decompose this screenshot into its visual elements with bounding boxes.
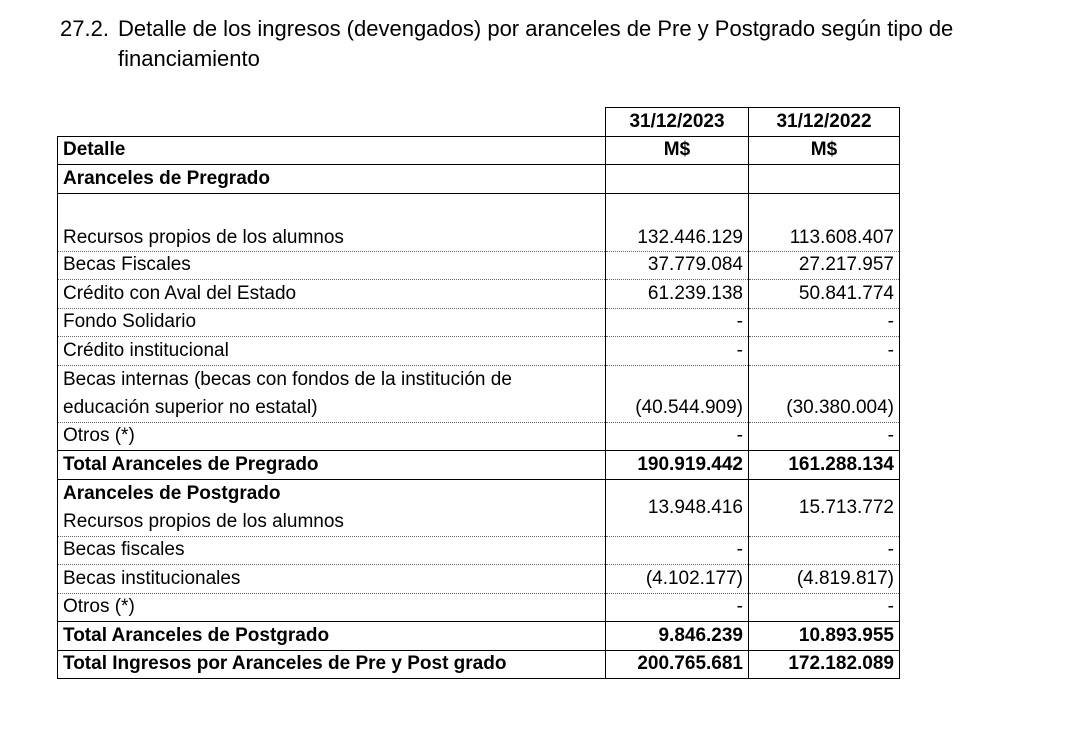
pregrado-section-row xyxy=(58,165,900,194)
pregrado-total-row xyxy=(58,451,900,480)
row-value-2023: - xyxy=(606,308,749,337)
row-label: Crédito institucional xyxy=(58,337,606,366)
unit-header-2023: M$ xyxy=(606,136,749,165)
date-header-2023: 31/12/2023 xyxy=(606,108,749,137)
grand-total-row xyxy=(58,650,900,679)
total-value-2022: 161.288.134 xyxy=(749,451,900,480)
pregrado-section-title: Aranceles de Pregrado xyxy=(58,165,606,194)
table-row xyxy=(58,593,900,622)
postgrado-total-row xyxy=(58,622,900,651)
row-value-2023: - xyxy=(606,422,749,451)
grand-total-value-2022: 172.182.089 xyxy=(749,650,900,679)
total-label: Total Aranceles de Postgrado xyxy=(58,622,606,651)
row-label: Crédito con Aval del Estado xyxy=(58,280,606,309)
total-label: Total Aranceles de Pregrado xyxy=(58,451,606,480)
date-header-2022: 31/12/2022 xyxy=(749,108,900,137)
total-value-2023: 190.919.442 xyxy=(606,451,749,480)
header-units-row xyxy=(58,136,900,165)
row-value-2022: - xyxy=(749,593,900,622)
row-label: Otros (*) xyxy=(58,593,606,622)
row-value-2023: 61.239.138 xyxy=(606,280,749,309)
row-value-2023: - xyxy=(606,593,749,622)
grand-total-label: Total Ingresos por Aranceles de Pre y Post grado xyxy=(58,650,606,679)
postgrado-section-row xyxy=(58,479,900,508)
row-value-2022: 50.841.774 xyxy=(749,280,900,309)
row-value-2022: - xyxy=(749,422,900,451)
table-row xyxy=(58,308,900,337)
income-table xyxy=(57,107,900,679)
row-value-2023: (40.544.909) xyxy=(606,394,749,423)
row-label: Recursos propios de los alumnos xyxy=(58,508,606,537)
row-value-2023: - xyxy=(606,337,749,366)
row-value-2022: - xyxy=(749,308,900,337)
row-label: Becas institucionales xyxy=(58,565,606,594)
unit-header-2022: M$ xyxy=(749,136,900,165)
row-value-2023: 132.446.129 xyxy=(606,193,749,251)
row-label-line2: educación superior no estatal) xyxy=(58,394,606,423)
row-value-2022: (30.380.004) xyxy=(749,394,900,423)
total-value-2022: 10.893.955 xyxy=(749,622,900,651)
total-value-2023: 9.846.239 xyxy=(606,622,749,651)
row-label: Becas fiscales xyxy=(58,536,606,565)
row-value-2022: - xyxy=(749,337,900,366)
table-row xyxy=(58,193,900,251)
table-row xyxy=(58,565,900,594)
section-number: 27.2. xyxy=(60,16,109,41)
row-label: Fondo Solidario xyxy=(58,308,606,337)
table-row xyxy=(58,337,900,366)
row-value-2023: (4.102.177) xyxy=(606,565,749,594)
table-row xyxy=(58,280,900,309)
table-row xyxy=(58,251,900,280)
row-label-line1: Becas internas (becas con fondos de la institución de xyxy=(58,365,606,394)
table-row xyxy=(58,422,900,451)
grand-total-value-2023: 200.765.681 xyxy=(606,650,749,679)
section-heading xyxy=(60,14,1060,74)
row-value-2023: 13.948.416 xyxy=(606,479,749,536)
table-row xyxy=(58,394,900,423)
row-value-2022: (4.819.817) xyxy=(749,565,900,594)
row-label: Becas Fiscales xyxy=(58,251,606,280)
detail-header: Detalle xyxy=(58,136,606,165)
row-value-2023: 37.779.084 xyxy=(606,251,749,280)
row-value-2022: 15.713.772 xyxy=(749,479,900,536)
row-value-2023: - xyxy=(606,536,749,565)
row-label: Otros (*) xyxy=(58,422,606,451)
row-value-2022: - xyxy=(749,536,900,565)
table-row xyxy=(58,536,900,565)
header-dates-row xyxy=(58,108,900,137)
section-title: Detalle de los ingresos (devengados) por aranceles de Pre y Postgrado según tipo de financiamiento xyxy=(118,16,954,71)
row-value-2022: 113.608.407 xyxy=(749,193,900,251)
postgrado-section-title: Aranceles de Postgrado xyxy=(58,479,606,508)
row-label: Recursos propios de los alumnos xyxy=(58,193,606,251)
table-row xyxy=(58,365,900,394)
row-value-2022: 27.217.957 xyxy=(749,251,900,280)
